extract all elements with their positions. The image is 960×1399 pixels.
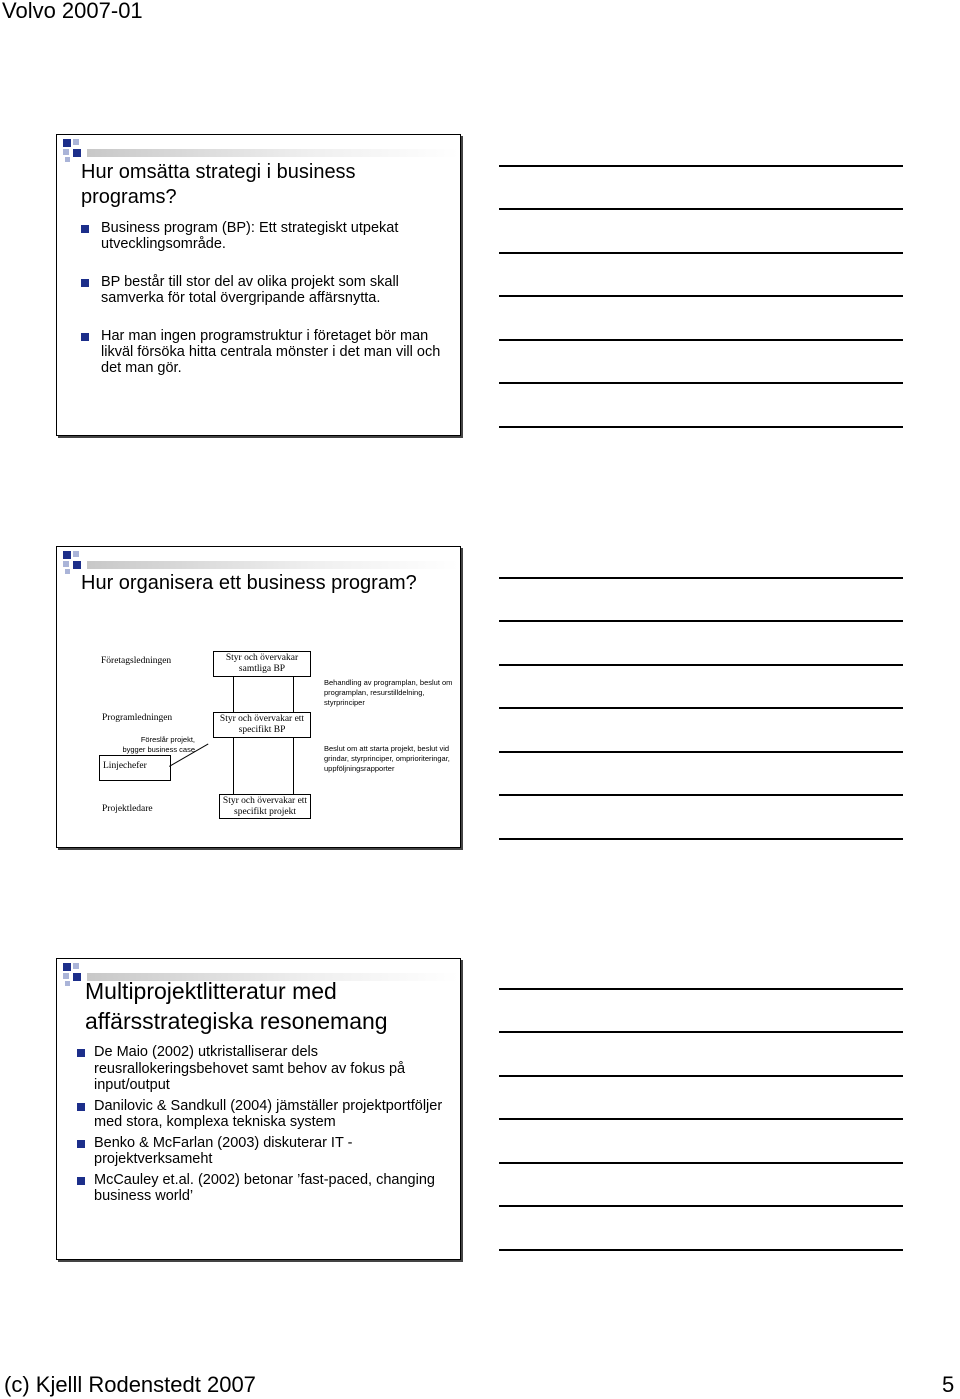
- page-footer: (c) Kjelll Rodenstedt 2007: [4, 1372, 256, 1397]
- bullet-icon: [77, 1140, 85, 1148]
- connector-line: [233, 677, 234, 712]
- connector-line: [233, 738, 234, 794]
- label-projektledare: Projektledare: [102, 804, 153, 814]
- bullet-list: [77, 1044, 447, 1209]
- box-samtliga-bp: Styr och övervakar samtliga BP: [213, 651, 311, 677]
- slide-1: [56, 134, 461, 436]
- list-item: De Maio (2002) utkristalliserar dels reusrallokeringsbehovet samt behov av fokus på input/output: [77, 1044, 447, 1094]
- page-header: Volvo 2007-01: [2, 0, 143, 23]
- bullet-icon: [77, 1103, 85, 1111]
- connector-line: [293, 738, 294, 794]
- label-programledningen: Programledningen: [102, 713, 173, 723]
- slide-title: Multiprojektlitteratur med affärsstrategiska resonemang: [85, 978, 388, 1034]
- connector-line: [293, 677, 294, 712]
- box-specifikt-bp: Styr och övervakar ett specifikt BP: [213, 712, 311, 738]
- bullet-icon: [81, 225, 89, 233]
- bullet-icon: [81, 333, 89, 341]
- list-item: BP består till stor del av olika projekt som skall samverka för total övergripande affärsnytta.: [81, 274, 441, 306]
- list-item: Har man ingen programstruktur i företaget bör man likväl försöka hitta centrala mönster i det man vill och det man gör.: [81, 328, 441, 376]
- list-item: Danilovic & Sandkull (2004) jämställer projektportföljer med stora, komplexa tekniska system: [77, 1098, 447, 1131]
- box-specifikt-projekt: Styr och övervakar ett specifikt projekt: [219, 794, 311, 819]
- note-projektbeslut: Beslut om att starta projekt, beslut vid grindar, styrprinciper, omprioriteringar, uppföljningsrapporter: [324, 744, 450, 773]
- bullet-icon: [81, 279, 89, 287]
- page-number: 5: [942, 1372, 955, 1397]
- slide-2: [56, 546, 461, 848]
- bullet-icon: [77, 1049, 85, 1057]
- bullet-list: [81, 220, 441, 398]
- slide-title: Hur organisera ett business program?: [81, 572, 417, 594]
- slide-3: [56, 958, 461, 1260]
- list-item: Business program (BP): Ett strategiskt utpekat utvecklingsområde.: [81, 220, 441, 252]
- list-item: Benko & McFarlan (2003) diskuterar IT -projektverksameht: [77, 1135, 447, 1168]
- label-foretagsledningen: Företagsledningen: [101, 656, 172, 666]
- label-foreslar: Föreslår projekt, bygger business case: [122, 735, 195, 754]
- bullet-icon: [77, 1177, 85, 1185]
- linjechefer-box: Linjechefer: [99, 755, 171, 781]
- note-programplan: Behandling av programplan, beslut om programplan, resurstilldelning, styrprinciper: [324, 678, 453, 707]
- slide-title: Hur omsätta strategi i business programs?: [81, 161, 356, 208]
- list-item: McCauley et.al. (2002) betonar ’fast-paced, changing business world’: [77, 1172, 447, 1205]
